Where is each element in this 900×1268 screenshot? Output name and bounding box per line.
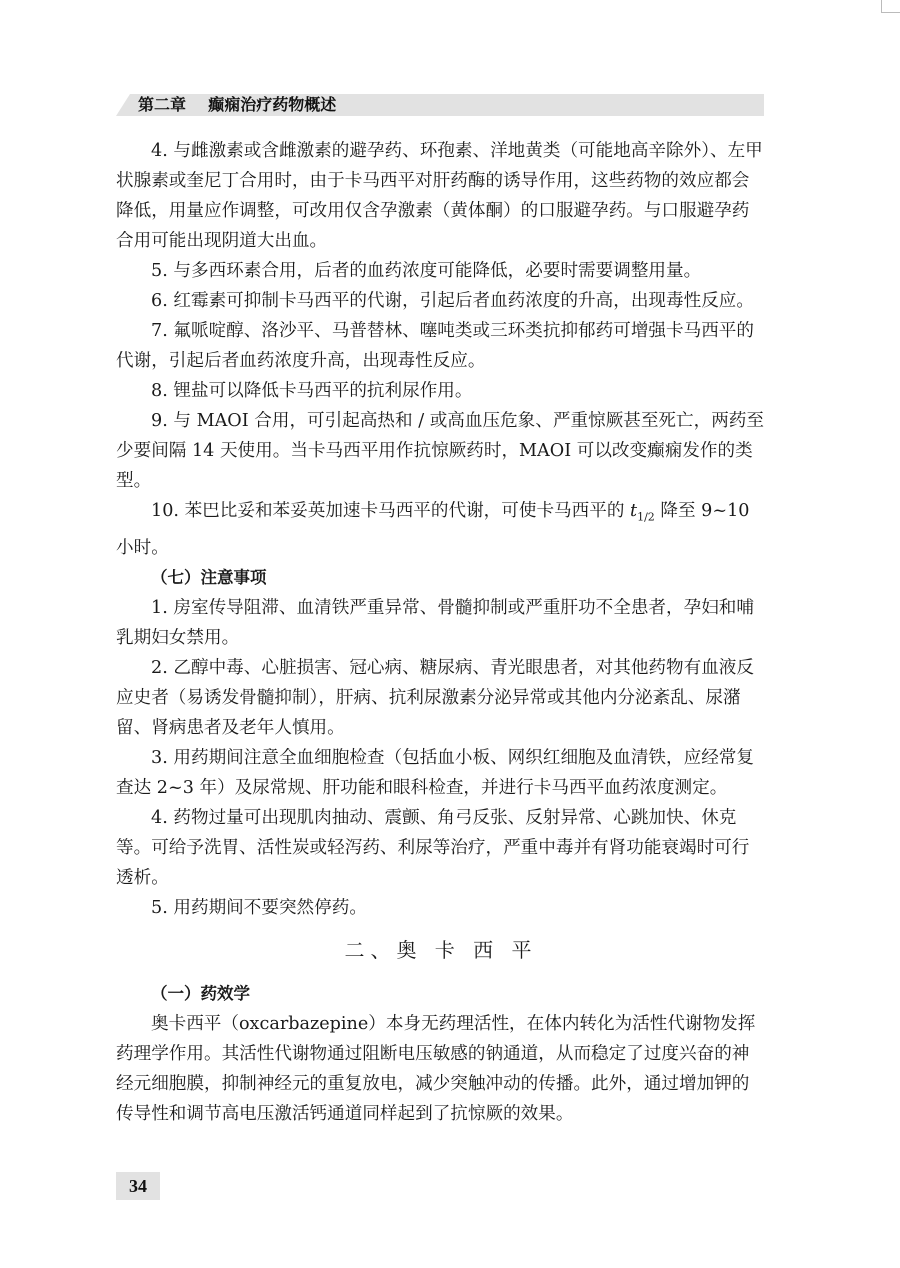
precaution-item-2: 2. 乙醇中毒、心脏损害、冠心病、糖尿病、青光眼患者，对其他药物有血液反应史者（易诱发骨髓抑制），肝病、抗利尿激素分泌异常或其他内分泌紊乱、尿潴留、肾病患者及老年人慎用。 [116, 657, 754, 738]
half-life-subscript: 1/2 [637, 510, 655, 524]
interaction-item-5: 5. 与多西环素合用，后者的血药浓度可能降低，必要时需要调整用量。 [151, 261, 702, 281]
pharmacodynamics-paragraph: 奥卡西平（oxcarbazepine）本身无药理活性，在体内转化为活性代谢物发挥药理学作用。其活性代谢物通过阻断电压敏感的钠通道，从而稳定了过度兴奋的神经元细胞膜，抑制神经元的重复放电，减少突触冲动的传播。此外，通过增加钾的传导性和调节高电压激活钙通道同样起到了抗惊厥的效果。 [116, 1013, 756, 1124]
precaution-item-4: 4. 药物过量可出现肌肉抽动、震颤、角弓反张、反射异常、心跳加快、休克等。可给予洗胃、活性炭或轻泻药、利尿等治疗，严重中毒并有肾功能衰竭时可行透析。 [116, 807, 750, 888]
interaction-item-8: 8. 锂盐可以降低卡马西平的抗利尿作用。 [151, 381, 473, 401]
item-10-text-post: 降至 9~10 小时。 [116, 501, 750, 558]
crop-mark [881, 0, 900, 13]
chapter-label: 第二章 [138, 95, 187, 114]
page-body [116, 136, 766, 1129]
half-life-symbol: t [630, 501, 638, 521]
precaution-item-1: 1. 房室传导阻滞、血清铁严重异常、骨髓抑制或严重肝功不全患者，孕妇和哺乳期妇女禁用。 [116, 597, 754, 648]
interaction-item-4: 4. 与雌激素或含雌激素的避孕药、环孢素、洋地黄类（可能地高辛除外）、左甲状腺素或奎尼丁合用时，由于卡马西平对肝药酶的诱导作用，这些药物的效应都会降低，用量应作调整，可改用仅含孕激素（黄体酮）的口服避孕药。与口服避孕药合用可能出现阴道大出血。 [116, 141, 763, 251]
header-slant-decoration [116, 94, 130, 116]
header-title [138, 95, 336, 115]
running-header [116, 94, 764, 116]
page-number: 34 [116, 1172, 160, 1200]
precaution-item-5: 5. 用药期间不要突然停药。 [151, 897, 367, 918]
interaction-item-7: 7. 氟哌啶醇、洛沙平、马普替林、噻吨类或三环类抗抑郁药可增强卡马西平的代谢，引起后者血药浓度升高，出现毒性反应。 [116, 321, 754, 371]
interaction-item-9: 9. 与 MAOI 合用，可引起高热和 / 或高血压危象、严重惊厥甚至死亡，两药至少要间隔 14 天使用。当卡马西平用作抗惊厥药时，MAOI 可以改变癫痫发作的类型。 [116, 411, 764, 491]
section-title-oxcarbazepine: 二、奥 卡 西 平 [344, 937, 538, 962]
interaction-item-10 [116, 496, 766, 563]
item-10-text-pre: 10. 苯巴比妥和苯妥英加速卡马西平的代谢，可使卡马西平的 [151, 501, 631, 521]
interaction-item-6: 6. 红霉素可抑制卡马西平的代谢，引起后者血药浓度的升高，出现毒性反应。 [151, 291, 754, 311]
pharmacodynamics-heading: （一）药效学 [151, 983, 250, 1003]
chapter-title: 癫痫治疗药物概述 [208, 95, 337, 114]
precaution-item-3: 3. 用药期间注意全血细胞检查（包括血小板、网织红细胞及血清铁，应经常复查达 2~3 年）及尿常规、肝功能和眼科检查，并进行卡马西平血药浓度测定。 [116, 747, 754, 798]
precautions-heading: （七）注意事项 [151, 567, 267, 587]
